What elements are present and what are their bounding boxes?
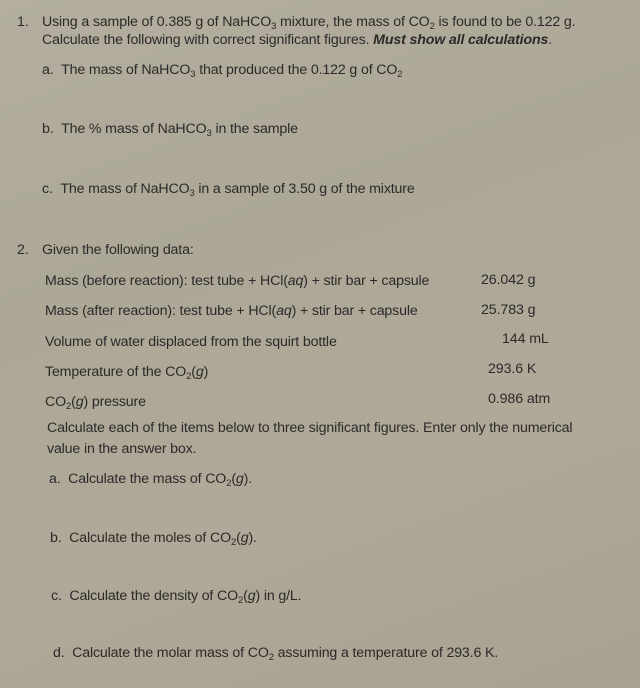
q2-number: 2.: [17, 242, 29, 258]
q1-part-a: a. The mass of NaHCO$_3$ that produced the 0.122 g of $CO_2$: [42, 62, 403, 80]
data-row-pressure: $CO_2(g)$ pressure: [45, 394, 146, 412]
data-row-mass-before: Mass (before reaction): test tube + HCl(aq) + stir bar + capsule: [45, 273, 430, 289]
q1-part-c: c. The mass of NaHCO$_3$ in a sample of 3.50 g of the mixture: [42, 181, 415, 199]
q2-part-c: c. Calculate the density of $CO_2(g)$ in g/L.: [51, 588, 302, 606]
q1-part-b: b. The % mass of NaHCO$_3$ in the sample: [42, 121, 298, 139]
data-row-temperature: Temperature of the $CO_2(g)$: [45, 364, 209, 382]
q2-instructions-line1: Calculate each of the items below to three significant figures. Enter only the numerical: [47, 420, 573, 436]
value-temperature: 293.6 K: [488, 361, 537, 377]
q2-part-d: d. Calculate the molar mass of $CO_2$ assuming a temperature of 293.6 K.: [53, 645, 499, 663]
value-pressure: 0.986 atm: [488, 391, 551, 407]
value-mass-before: 26.042 g: [481, 272, 536, 288]
value-mass-after: 25.783 g: [481, 302, 536, 318]
value-volume: 144 mL: [502, 331, 549, 347]
data-row-volume: Volume of water displaced from the squirt bottle: [45, 334, 337, 350]
q1-line1: Using a sample of 0.385 g of NaHCO$_3$ mixture, the mass of $CO_2$ is found to be 0.122 g.: [42, 14, 576, 32]
q2-intro: Given the following data:: [42, 242, 194, 258]
q2-instructions-line2: value in the answer box.: [47, 441, 197, 457]
q1-number: 1.: [17, 14, 29, 30]
q2-part-a: a. Calculate the mass of $CO_2(g)$.: [49, 471, 253, 489]
q2-part-b: b. Calculate the moles of $CO_2(g)$.: [50, 530, 257, 548]
data-row-mass-after: Mass (after reaction): test tube + HCl(aq) + stir bar + capsule: [45, 303, 418, 319]
q1-line2: Calculate the following with correct significant figures. Must show all calculations.: [42, 32, 553, 48]
q1-emphasis: Must show all calculations: [373, 32, 549, 48]
